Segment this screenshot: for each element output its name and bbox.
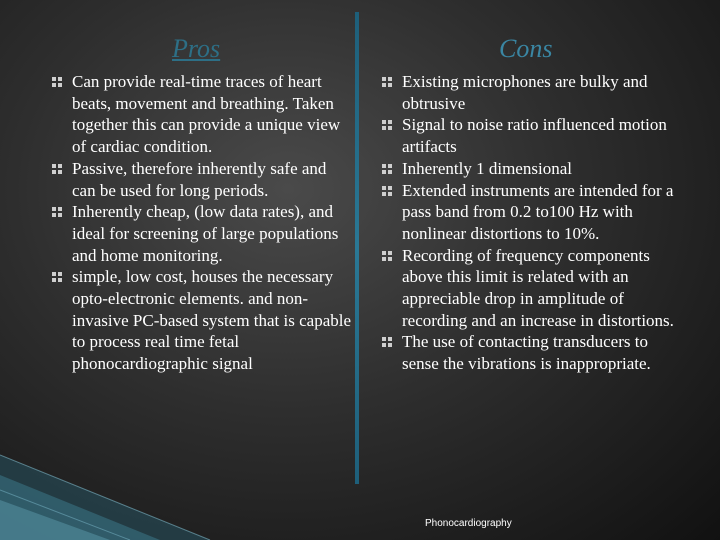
pros-heading: Pros — [172, 34, 221, 63]
list-item-text: Passive, therefore inherently safe and can be used for long periods. — [72, 158, 327, 200]
cons-list — [382, 71, 682, 375]
square-bullet-icon — [382, 251, 392, 261]
square-bullet-icon — [382, 186, 392, 196]
square-bullet-icon — [382, 77, 392, 87]
square-bullet-icon — [52, 207, 62, 217]
footer-label: Phonocardiography — [425, 518, 512, 529]
list-item — [382, 71, 682, 114]
list-item-text: Can provide real-time traces of heart beats, movement and breathing. Taken together this can provide a unique view of cardiac condition. — [72, 72, 341, 157]
list-item-text: Signal to noise ratio influenced motion artifacts — [402, 115, 667, 157]
list-item — [52, 158, 352, 201]
list-item — [382, 245, 682, 332]
list-item-text: The use of contacting transducers to sense the vibrations is inappropriate. — [402, 332, 651, 374]
list-item — [382, 114, 682, 157]
square-bullet-icon — [382, 164, 392, 174]
list-item-text: Existing microphones are bulky and obtrusive — [402, 72, 648, 113]
pros-list — [52, 71, 352, 375]
square-bullet-icon — [52, 164, 62, 174]
list-item-text: Inherently 1 dimensional — [402, 158, 572, 178]
list-item — [52, 201, 352, 266]
list-item — [52, 71, 352, 158]
square-bullet-icon — [52, 77, 62, 87]
list-item — [382, 158, 682, 180]
square-bullet-icon — [52, 272, 62, 282]
list-item-text: Inherently cheap, (low data rates), and ideal for screening of large populations and home monitoring. — [72, 202, 339, 265]
square-bullet-icon — [382, 337, 392, 347]
list-item-text: Extended instruments are intended for a pass band from 0.2 to100 Hz with nonlinear distortions to 10%. — [402, 180, 674, 243]
list-item — [382, 331, 682, 374]
list-item — [382, 180, 682, 245]
list-item-text: simple, low cost, houses the necessary opto-electronic elements. and non-invasive PC-based system that is capable to process real time fetal phonocardiographic signal — [72, 267, 352, 374]
cons-heading: Cons — [499, 34, 553, 63]
square-bullet-icon — [382, 120, 392, 130]
column-divider — [355, 12, 359, 484]
list-item-text: Recording of frequency components above this limit is related with an appreciable drop in amplitude of recording and an increase in distortions. — [402, 245, 674, 330]
list-item — [52, 266, 352, 375]
